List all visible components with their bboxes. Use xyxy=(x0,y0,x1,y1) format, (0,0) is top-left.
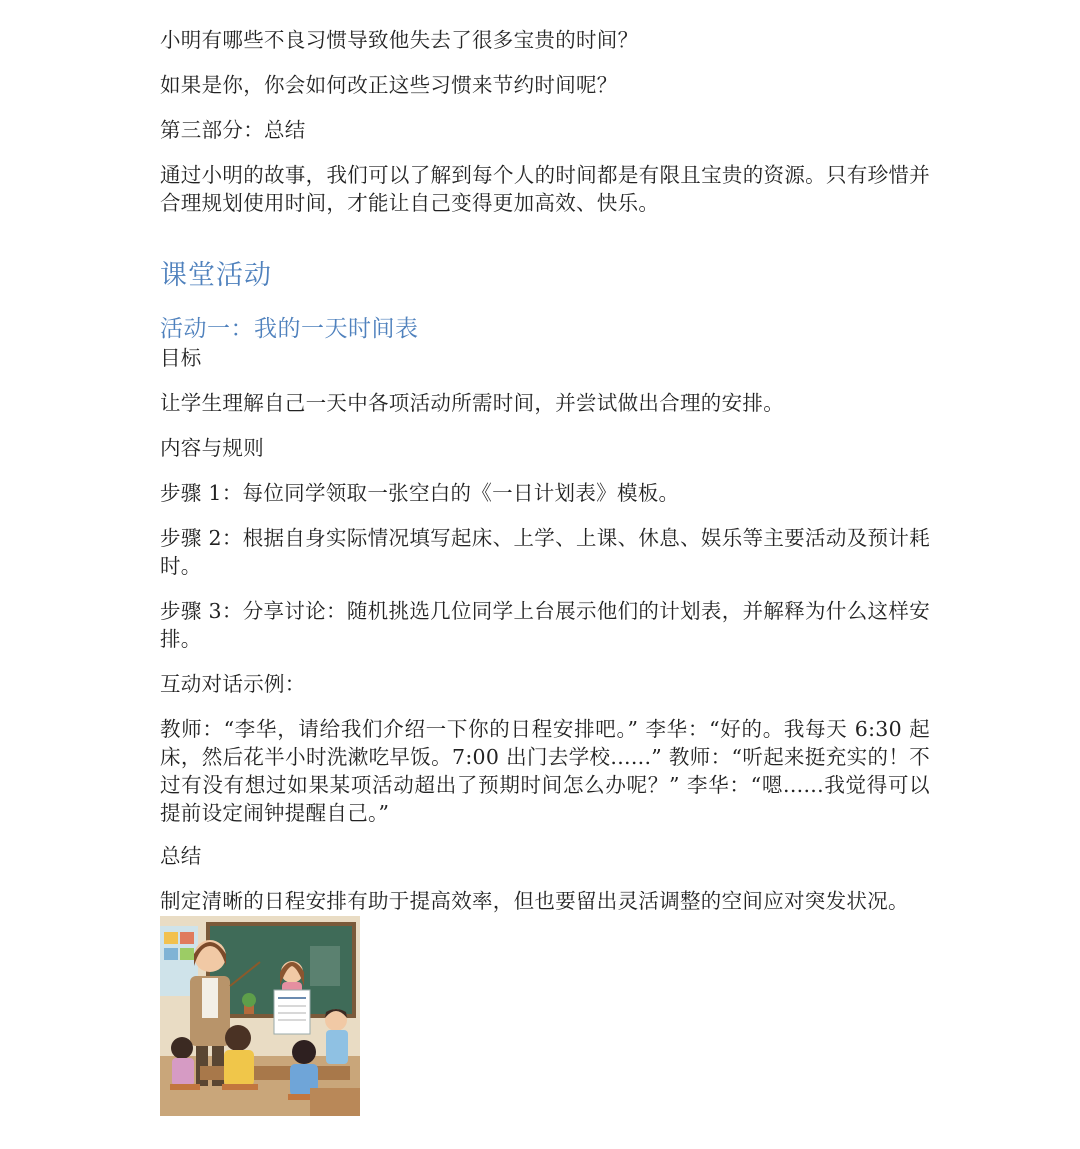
goal-label: 目标 xyxy=(160,346,202,370)
step-2: 步骤 2：根据自身实际情况填写起床、上学、上课、休息、娱乐等主要活动及预计耗时。 xyxy=(160,526,930,578)
dialogue-text: 教师：“李华，请给我们介绍一下你的日程安排吧。” 李华：“好的。我每天 6:30 起床，然后花半小时洗漱吃早饭。7:00 出门去学校......” 教师：“听起来挺充实的！不过有没有想过如果某项活动超出了预期时间怎么办呢？” 李华：“嗯......我觉得可以提前设定闹钟提醒自己。” xyxy=(160,717,930,825)
part3-title: 第三部分：总结 xyxy=(160,118,306,142)
section-heading: 课堂活动 xyxy=(160,260,272,291)
part3-text: 通过小明的故事，我们可以了解到每个人的时间都是有限且宝贵的资源。只有珍惜并合理规划使用时间，才能让自己变得更加高效、快乐。 xyxy=(160,163,930,215)
activity1-title: 活动一：我的一天时间表 xyxy=(160,316,419,342)
goal-text: 让学生理解自己一天中各项活动所需时间，并尝试做出合理的安排。 xyxy=(160,391,784,415)
question-2: 如果是你，你会如何改正这些习惯来节约时间呢？ xyxy=(160,73,618,97)
dialogue-label: 互动对话示例： xyxy=(160,672,306,696)
summary-text: 制定清晰的日程安排有助于提高效率，但也要留出灵活调整的空间应对突发状况。 xyxy=(160,889,909,913)
classroom-illustration xyxy=(160,916,360,1116)
step-1: 步骤 1：每位同学领取一张空白的《一日计划表》模板。 xyxy=(160,481,680,505)
question-1: 小明有哪些不良习惯导致他失去了很多宝贵的时间？ xyxy=(160,28,639,52)
rules-label: 内容与规则 xyxy=(160,436,264,460)
step-3: 步骤 3：分享讨论：随机挑选几位同学上台展示他们的计划表，并解释为什么这样安排。 xyxy=(160,599,930,651)
summary-label: 总结 xyxy=(160,844,202,868)
